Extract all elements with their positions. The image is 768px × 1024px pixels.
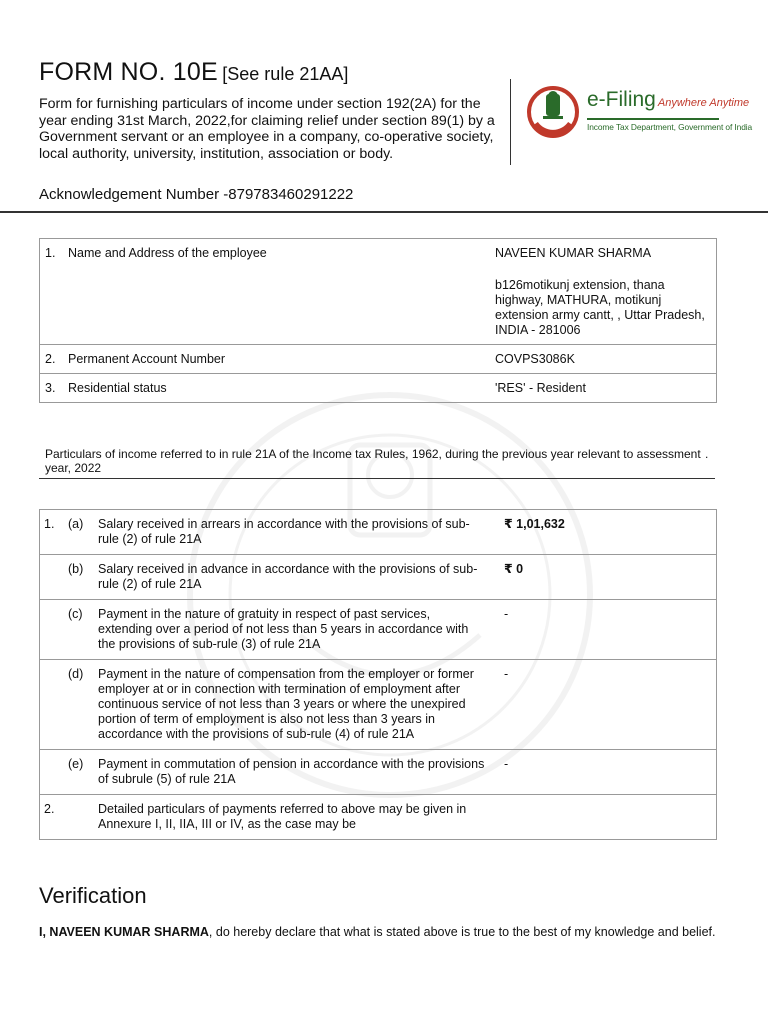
row-sub-letter: (b) — [68, 562, 84, 576]
row-value: ₹ 0 — [504, 562, 524, 576]
table-row — [40, 750, 717, 795]
efiling-tagline: Anywhere Anytime — [657, 97, 750, 109]
particulars-trailing: . — [705, 447, 709, 461]
rule-reference: [See rule 21AA] — [222, 64, 349, 84]
form-title — [39, 58, 348, 87]
header-separator — [0, 211, 768, 213]
acknowledgement-number — [39, 186, 353, 203]
employee-details-table — [39, 238, 717, 403]
logo-underline — [587, 118, 719, 120]
particulars-underline — [39, 478, 715, 479]
row-number: 2. — [45, 352, 56, 366]
header-divider — [510, 79, 511, 165]
row-sub-letter: (a) — [68, 517, 84, 531]
row-sub-letter: (c) — [68, 607, 83, 621]
row-sub-letter: (e) — [68, 757, 84, 771]
row-value: ₹ 1,01,632 — [504, 517, 565, 531]
table-row — [40, 555, 717, 600]
income-tax-department-emblem-icon — [527, 80, 579, 140]
row-sub-letter — [62, 795, 94, 840]
employee-name-address — [490, 239, 717, 345]
income-particulars-table — [39, 509, 717, 840]
row-description: Payment in the nature of gratuity in respect of past services, extending over a period of not less than 5 years in accordance with the provisions of sub-rule (3) of rule 21A — [98, 607, 469, 651]
employee-name: NAVEEN KUMAR SHARMA — [495, 246, 652, 260]
row-description: Payment in commutation of pension in accordance with the provisions of subrule (5) of rule 21A — [98, 757, 485, 786]
efiling-text: e-Filing — [587, 88, 656, 111]
employee-address: b126motikunj extension, thana highway, MATHURA, motikunj extension army cantt, , Uttar Pradesh, INDIA - 281006 — [495, 278, 705, 337]
row-label: Permanent Account Number — [68, 352, 226, 366]
efiling-logo — [527, 80, 753, 140]
row-label: Residential status — [68, 381, 167, 395]
row-number: 1. — [45, 246, 56, 260]
ack-value: 879783460291222 — [228, 186, 354, 203]
pan-value: COVPS3086K — [495, 352, 575, 366]
table-row — [40, 510, 717, 555]
row-number: 3. — [45, 381, 56, 395]
table-row — [40, 345, 717, 374]
row-label: Name and Address of the employee — [68, 246, 267, 260]
row-value: - — [504, 667, 509, 681]
declarant-name: I, NAVEEN KUMAR SHARMA — [39, 925, 209, 939]
row-value: - — [504, 757, 509, 771]
row-number: 2. — [44, 802, 55, 816]
table-row — [40, 374, 717, 403]
particulars-heading — [45, 447, 715, 475]
row-number — [40, 660, 63, 750]
form-number: FORM NO. 10E — [39, 58, 218, 86]
row-value — [500, 795, 717, 840]
form-header — [39, 58, 753, 208]
verification-title: Verification — [39, 883, 147, 908]
department-name: Income Tax Department, Government of India — [587, 122, 753, 132]
table-row — [40, 795, 717, 840]
row-description: Salary received in advance in accordance with the provisions of sub-rule (2) of rule 21A — [98, 562, 478, 591]
particulars-text: Particulars of income referred to in rule 21A of the Income tax Rules, 1962, during the previous year relevant to assessment year, 2022 — [45, 447, 701, 475]
form-description: Form for furnishing particulars of income under section 192(2A) for the year ending 31st March, 2022,for claiming relief under section 89(1) by a Government servant or an employee in a company, co-operative society, local authority, university, institution, association or body. — [39, 96, 495, 162]
row-description: Payment in the nature of compensation from the employer or former employer at or in connection with termination of employment after continuous service of not less than 3 years or where the unexpired portion of term of employment is also not less than 3 years in accordance with the provisions of sub-rule (4) of rule 21A — [98, 667, 474, 741]
row-number: 1. — [44, 517, 55, 531]
row-number — [40, 600, 63, 660]
verification-statement — [39, 925, 719, 941]
table-row — [40, 239, 717, 345]
row-sub-letter: (d) — [68, 667, 84, 681]
row-value: - — [504, 607, 509, 621]
residential-status-value: 'RES' - Resident — [495, 381, 586, 395]
row-number — [40, 555, 63, 600]
row-number — [40, 750, 63, 795]
row-description: Salary received in arrears in accordance with the provisions of sub-rule (2) of rule 21A — [98, 517, 470, 546]
ack-label: Acknowledgement Number - — [39, 186, 229, 203]
row-description: Detailed particulars of payments referred to above may be given in Annexure I, II, IIA, III or IV, as the case may be — [98, 802, 467, 831]
table-row — [40, 600, 717, 660]
declaration-text: , do hereby declare that what is stated above is true to the best of my knowledge and belief. — [208, 925, 716, 939]
table-row — [40, 660, 717, 750]
efiling-wordmark — [587, 88, 749, 112]
